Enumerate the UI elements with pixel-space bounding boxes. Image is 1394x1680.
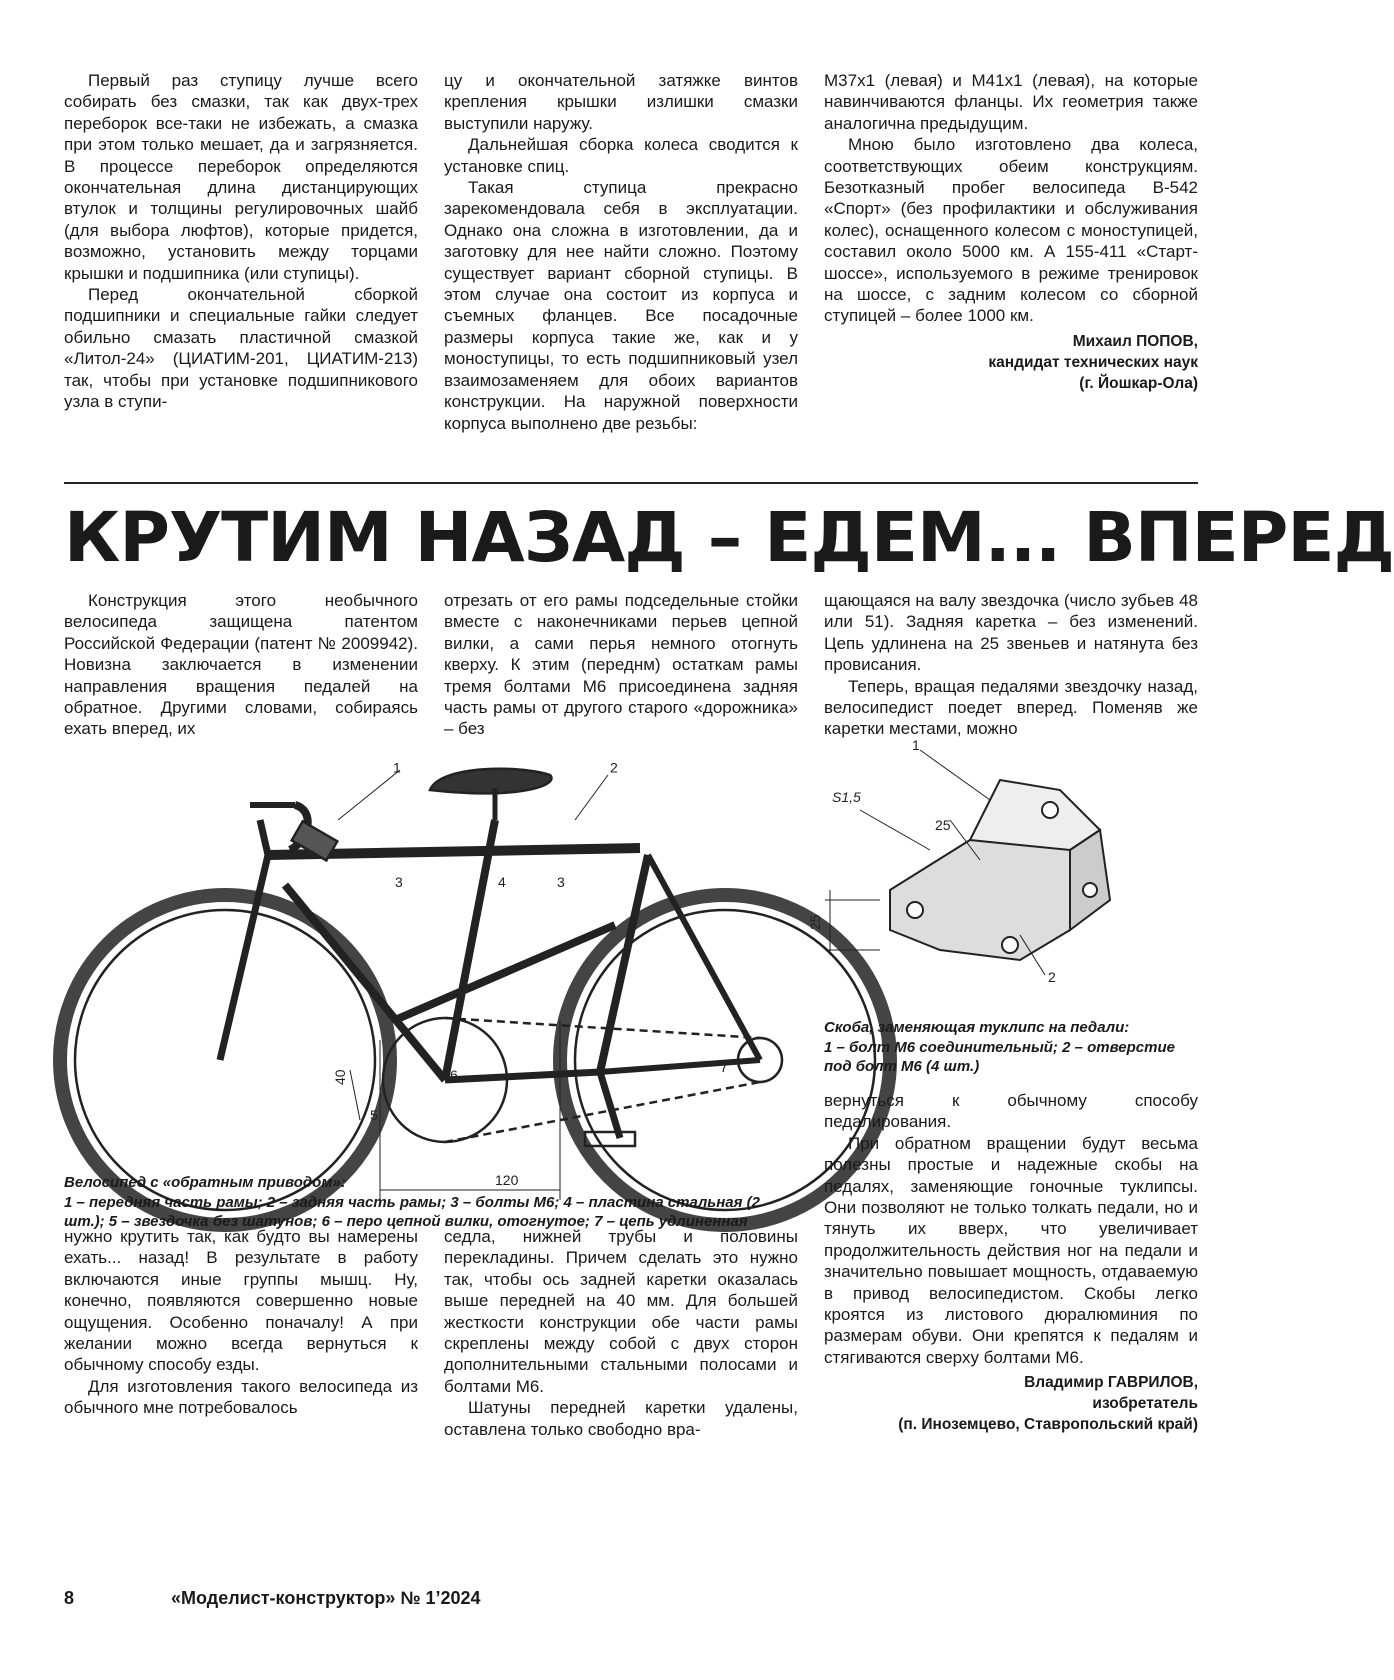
- headline: КРУТИМ НАЗАД – ЕДЕМ... ВПЕРЕД: [64, 498, 1394, 578]
- paragraph: Такая ступица прекрасно зарекомендовала себя в эксплуатации. Однако она сложна в изготовлении, да и заготовку для нее найти сложно. Поэтому существует вариант сборной ступицы. В этом случае она состоит из корпуса и съемных фланцев. Все посадочные размеры корпуса такие же, как и у моноступицы, то есть подшипниковый узел взаимозаменяем для обоих вариантов конструкции. На наружной поверхности корпуса выполнено две резьбы:: [444, 178, 798, 433]
- author-title: кандидат технических наук: [988, 353, 1198, 371]
- clip-label-2: 2: [1048, 969, 1056, 985]
- paragraph: Для изготовления такого велосипеда из обычного мне потребовалось: [64, 1376, 418, 1418]
- bolt-hole: [1042, 802, 1058, 818]
- paragraph: нужно крутить так, как будто вы намерены ехать... назад! В результате в работу включаются иные группы мышц. Ну, конечно, появляются совершенно новые ощущения. Особенно поначалу! А при желании можно всегда вернуться к обычному способу езды.: [64, 1227, 418, 1375]
- paragraph: Первый раз ступицу лучше всего собирать без смазки, так как двух-трех переборок все-таки не избежать, а смазка при этом только мешает, да и загрязняется. В процессе переборок определяются окончательная длина дистанцирующих втулок и толщины регулировочных шайб (для выбора люфтов), которые придется, возможно, установить между торцами крышки и подшипника (или ступицы).: [64, 71, 418, 283]
- article2-right-col: [824, 1090, 1198, 1435]
- article2-top-col3: [824, 590, 1198, 740]
- caption-title: Скоба, заменяющая туклипс на педали:: [824, 1019, 1130, 1036]
- article2-top-col1: [64, 590, 418, 740]
- clip-label-1: 1: [912, 737, 920, 753]
- label-7: 7: [720, 1059, 728, 1075]
- clip-label-25b: 25: [807, 914, 823, 930]
- clip-label-s15: S1,5: [832, 789, 861, 805]
- paragraph: Перед окончательной сборкой подшипники и специальные гайки следует обильно смазать пластичной смазкой «Литол-24» (ЦИАТИМ-201, ЦИАТИМ-213) так, чтобы при установке подшипникового узла в ступи-: [64, 285, 418, 412]
- dimension-120: 120: [495, 1172, 519, 1188]
- dimension-40: 40: [332, 1069, 348, 1085]
- article1-col3: [824, 70, 1198, 394]
- paragraph: щающаяся на валу звездочка (число зубьев 48 или 51). Задняя каретка – без изменений. Цепь удлинена на 25 звеньев и натянута без провисания.: [824, 591, 1198, 675]
- paragraph: цу и окончательной затяжке винтов крепления крышки излишки смазки выступили наружу.: [444, 71, 798, 133]
- label-3b: 3: [557, 874, 565, 890]
- label-1: 1: [393, 759, 401, 776]
- article1-col1: [64, 70, 418, 413]
- paragraph: отрезать от его рамы подседельные стойки вместе с наконечниками перьев цепной вилки, а сами перья немного отогнуть кверху. К этим (переднм) остаткам рамы тремя болтами М6 присоединена задняя часть рамы от другого старого «дорожника» – без: [444, 591, 798, 739]
- paragraph: Конструкция этого необычного велосипеда защищена патентом Российской Федерации (патент № 2009942). Новизна заключается в изменении направления вращения педалей на обратное. Другими словами, собираясь ехать вперед, их: [64, 591, 418, 739]
- paragraph: Дальнейшая сборка колеса сводится к установке спиц.: [444, 135, 798, 176]
- label-2: 2: [610, 759, 618, 776]
- journal-name: «Моделист-конструктор» № 1’2024: [171, 1588, 481, 1608]
- label-4: 4: [498, 874, 506, 890]
- author-title: изобретатель: [1092, 1395, 1198, 1413]
- author-place: (п. Иноземцево, Ставропольский край): [898, 1416, 1198, 1434]
- article1-col2: [444, 70, 798, 434]
- article2-bottom-col1: [64, 1226, 418, 1419]
- bicycle-drawing: [60, 760, 800, 1220]
- page-number: 8: [64, 1588, 75, 1608]
- author-name: Владимир ГАВРИЛОВ,: [1024, 1374, 1198, 1392]
- caption-body: 1 – передняя часть рамы; 2 – задняя часть рамы; 3 – болты М6; 4 – пластина стальная (2 шт.); 5 – звездочка без шатунов; 6 – перо цепной вилки, отогнутое; 7 – цепь удлиненная: [64, 1193, 760, 1230]
- caption-body: 1 – болт М6 соединительный; 2 – отверстие под болт М6 (4 шт.): [824, 1038, 1175, 1075]
- label-3a: 3: [395, 874, 403, 890]
- label-6: 6: [450, 1067, 458, 1083]
- paragraph: При обратном вращении будут весьма полезны простые и надежные скобы на педалях, заменяющие гоночные туклипсы. Они позволяют не только толкать педали, но и тянуть их вверх, что увеличивает продолжительность действия ног на педали и значительно повышает мощность, отдаваемую в привод велосипедистом. Скобы легко кроятся из листового дюралюминия по размерам обуви. Они крепятся к педалям и стягиваются сверху болтами М6.: [824, 1133, 1198, 1367]
- clip-label-25a: 25: [935, 817, 951, 833]
- bolt-hole: [1083, 883, 1097, 897]
- paragraph: Теперь, вращая педалями звездочку назад, велосипедист поедет вперед. Поменяв же каретки местами, можно: [824, 676, 1198, 739]
- label-5: 5: [370, 1107, 378, 1123]
- clip-caption: [824, 1018, 1198, 1077]
- paragraph: Шатуны передней каретки удалены, оставлена только свободно вра-: [444, 1398, 798, 1439]
- author-place: (г. Йошкар-Ола): [1079, 374, 1198, 392]
- pedal-clip-drawing: [807, 737, 1200, 1015]
- article2-bottom-col2: [444, 1226, 798, 1440]
- page-footer: [64, 1588, 481, 1609]
- article2-top-col2: [444, 590, 798, 740]
- paragraph: вернуться к обычному способу педалирования.: [824, 1091, 1198, 1132]
- bicycle-caption: [64, 1173, 764, 1232]
- front-wheel-rim: [75, 910, 375, 1210]
- paragraph: Мною было изготовлено два колеса, соответствующих обеим конструкциям. Безотказный пробег велосипеда В-542 «Спорт» (без профилактики и обслуживания колес), оснащенного колесом с моноступицей, составил около 5000 км. А 155-411 «Старт-шоссе», используемого в режиме тренировок на шоссе, с задним колесом со сборной ступицей – более 1000 км.: [824, 135, 1198, 326]
- caption-title: Велосипед с «обратным приводом»:: [64, 1174, 346, 1191]
- author-name: Михаил ПОПОВ,: [1072, 332, 1198, 350]
- section-divider: [64, 482, 1198, 484]
- bolt-hole: [907, 902, 923, 918]
- bolt-hole: [1002, 937, 1018, 953]
- paragraph: M37x1 (левая) и M41x1 (левая), на которые навинчиваются фланцы. Их геометрия также аналогична предыдущим.: [824, 71, 1198, 133]
- paragraph: седла, нижней трубы и половины перекладины. Причем сделать это нужно так, чтобы ось задней каретки оказалась выше передней на 40 мм. Для большей жесткости конструкции обе части рамы скреплены между собой с двух сторон дополнительными стальными полосами и болтами М6.: [444, 1227, 798, 1396]
